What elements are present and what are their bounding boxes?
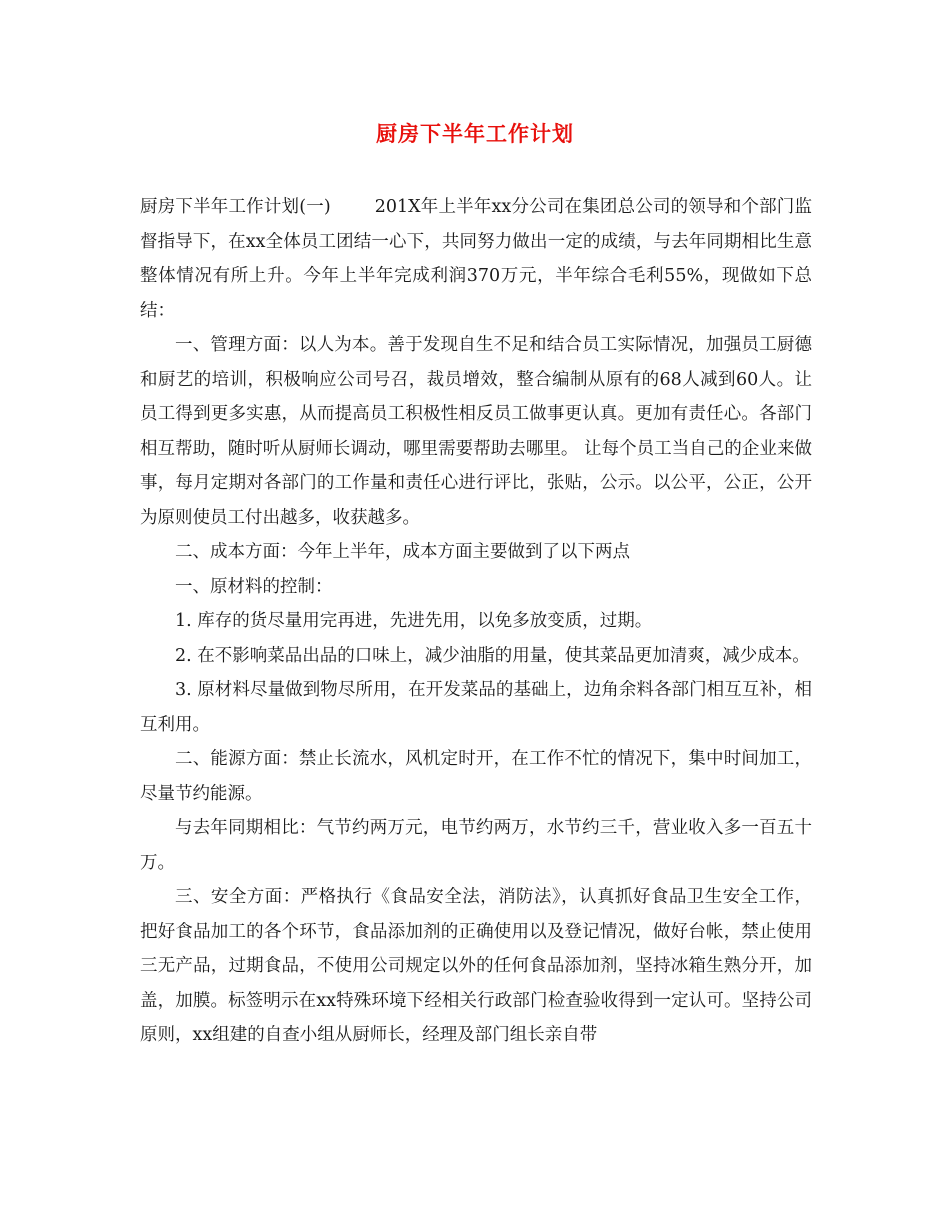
list-item-1: 1. 库存的货尽量用完再进，先进先用，以免多放变质，过期。 <box>175 611 653 631</box>
list-item-3: 3. 原材料尽量做到物尽所用，在开发菜品的基础上，边角余料各部门相互互补，相互利用。 <box>140 680 812 735</box>
document-body <box>140 190 812 1053</box>
paragraph-comparison: 与去年同期相比：气节约两万元，电节约两万，水节约三千，营业收入多一百五十万。 <box>140 818 812 873</box>
paragraph-0: 201X年上半年xx分公司在集团总公司的领导和个部门监督指导下，在xx全体员工团结一心下，共同努力做出一定的成绩，与去年同期相比生意整体情况有所上升。今年上半年完成利润370万元，半年综合毛利55%，现做如下总结： <box>140 197 812 321</box>
paragraph-management: 一、管理方面：以人为本。善于发现自生不足和结合员工实际情况，加强员工厨德和厨艺的培训，积极响应公司号召，裁员增效，整合编制从原有的68人减到60人。让员工得到更多实惠，从而提高员工积极性相反员工做事更认真。更加有责任心。各部门相互帮助，随时听从厨师长调动，哪里需要帮助去哪里。 让每个员工当自己的企业来做事，每月定期对各部门的工作量和责任心进行评比，张贴，公示。以公平，公正，公开为原则使员工付出越多，收获越多。 <box>140 335 812 528</box>
paragraph-cost: 二、成本方面：今年上半年，成本方面主要做到了以下两点 <box>175 542 630 562</box>
document-title: 厨房下半年工作计划 <box>376 121 574 146</box>
paragraph-energy: 二、能源方面：禁止长流水，风机定时开，在工作不忙的情况下，集中时间加工，尽量节约能源。 <box>140 749 812 804</box>
list-item-2: 2. 在不影响菜品出品的口味上，减少油脂的用量，使其菜品更加清爽，减少成本。 <box>175 645 810 666</box>
paragraph-safety: 三、安全方面：严格执行《食品安全法，消防法》，认真抓好食品卫生安全工作，把好食品加工的各个环节，食品添加剂的正确使用以及登记情况，做好台帐，禁止使用三无产品，过期食品，不使用公司规定以外的任何食品添加剂，坚持冰箱生熟分开，加盖，加膜。标签明示在xx特殊环境下经相关行政部门检查验收得到一定认可。坚持公司原则，xx组建的自查小组从厨师长，经理及部门组长亲自带 <box>140 887 812 1045</box>
paragraph-raw-material: 一、原材料的控制： <box>175 576 333 597</box>
intro-paragraph <box>140 190 812 328</box>
intro-heading: 厨房下半年工作计划(一) <box>140 197 331 217</box>
